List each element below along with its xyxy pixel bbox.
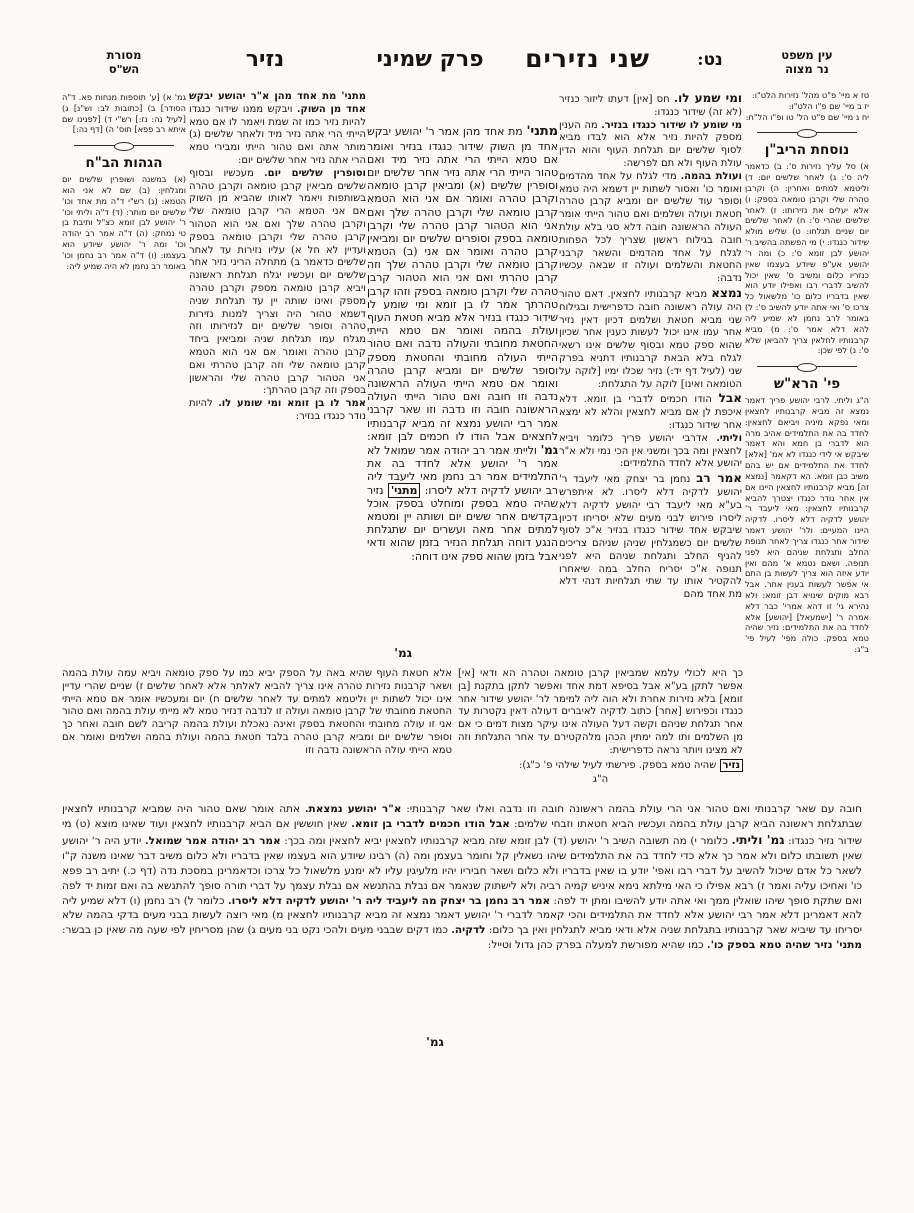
nazir-marker-boxed: נזיר — [720, 759, 744, 772]
tosafot-dibbur: אמר רב יהודה אמר שמואל. — [144, 834, 281, 847]
gemara-marker-page-end: גמ' — [426, 1035, 444, 1049]
mishnah-marker-boxed: מתני' — [388, 483, 421, 498]
tosafot-dibbur: אבל הודו חכמים לדברי בן זומא. — [351, 817, 510, 830]
hagahot-title: הגהות הב"ח — [85, 155, 163, 172]
rosh-text: ה"ג וליתי. לרבי יהושע פריך דאמר נמצא זה מביא קרבנותיו לחצאין ומאי נפקא מיניה ויביאם לחצאין: לחדד בה את התלמידים אהיב מרה הוא לדברי בן חמא והא דאמר שיבקש אי לידי כנגדו לא אמ' [אלא] לחדד את התלמידים אם יש בהם משיב כבן זומא. הא דקאמר [נמצא זה] מביא קרבנותיו לחצאין היינו אם אין אחר נודר כנגדו יצטרך להביא קרבנותיו לחצאין: מאי ליעבד ר' יהושע לדקיה דלא ליסרו. לדקיה היינו המעיים: ולר' יהושע דאמר שידור אחר כנגדו צריך לאחר תנופת החלב ותגלחת שניהם היא לפני תנופה. ושאם נטמא א' מהם ואין יודע איזה הוא צריך לעשות בן התם אי אפשר לעשות בענין אחר. אבל רבא מוקים שינויא דבן זומא: ולא נהירא גי' זו דהא אמרי' כבר דלא אמרה ר' [ישמעאל] [יהושע] אלא לחדד בה את התלמידים: נזיר שהיה טמא בספק. כולה מפי' לעיל פי' ב"ג: — [745, 395, 869, 655]
rashi-continuation-text: כך היא לכולי עלמא שמביאין קרבן טומאה וטהרה הא ודאי [אי] אפשר לתקן בע"א אבל בסיפא דמת אחד ואפשר לתקן בתקנת [בן זומא] בלא נזירות אחרת ולא הוה ליה למימר לר' יהושע שידור אחר כנגדו וכפירוש [אחר] כתוב לדקיה לאיברים דעולה דאין נקטרות עד אחר תגלחת שניהם וקשה דעל העולה אינו עיקר מצות דמים כי אם מן השלמים ותו למה ימתין הכהן מלהקטירם עד אחר התגלחת וזה לא מצינו ויותר נראה כדפרישית: — [458, 668, 743, 756]
ein-mishpat-note: יח ג מיי' שם פ"ט הל' טו ופ"ו הל"ח: — [745, 111, 869, 122]
tosafot-column — [189, 91, 366, 665]
tosafot-bottom-text: אתה אומר שאם טהור היה שמביא קרבנותיו לחצאין שבתגלחת ראשונה הביא קרבן עולת בהמה ועכשיו הביא חטאתו וזבחי שלמים: — [62, 803, 862, 830]
rashi-paragraph: ועולת בהמה. מדי לגלח על אחד מהדמים ואומר כו' ואסור לשתות יין דשמא היה טמא וסופר עוד שלשים יום ומביא קרבן טהרה חטאת ועולה ושלמים ואם טהור הייתי אומר העולה הראשונה חובה דלא סגי בלא עולת חובה בגילוח ראשון שצריך לכל הפחות לגלח על אחד מהדמים והשאר קרבני החטאת והשלמים ועולה זו שבאה עכשיו נדבה: — [559, 170, 742, 285]
tosafot-dibbur: מתני' נזיר שהיה טמא בספק כו'. — [707, 939, 862, 952]
rashi-paragraph: אבל הודו חכמים לדברי בן זומא. דלא איכפת לן אם מביא לחצאין והלא לא ימצא אחר שידור כנגדו: — [559, 391, 742, 431]
right-margin-column — [745, 90, 869, 668]
daf-number: נט: — [697, 50, 723, 70]
tosafot-bottom-text: יודע היה ר' יהושע שאין תשובתו כלום ולא אמר כך אלא כדי לחדד בה את התלמידים שיהו נשאלין קל וחומר בעצמן ומה (ה) רבינו שיודע הוא בעצמו שאין בדבריו ולא כלום משיב דבר שאינו משנה ק"ו לשאר כל אדם שיכול להשיב על דברי רבו ואפי' יודע בו שאין בדבריו ולא כלום ושאר חביריו יהיו מלעיגין עליו לא ימנע מלשאול כל צרכו וכדאמרינן במסכת נדה (דף כ.) יתיב רב פפא כו' ואחיכו עליה ואמר ז) רבא אפילו כי האי מילתא נימא איניש קמיה רביה ולא לישתוק שנאמר אם נבלת בהתנשא אם נבלת עצמך על דברי תורה סופך להתנשא בה ואם זמות יד לפה ואם שתקת סופך שיהו שואלין ממך ואי אתה יודע להשיבו ומתן יד לפה: — [62, 834, 862, 907]
divider-ornament — [753, 128, 861, 137]
divider-ornament — [753, 362, 861, 371]
rashi-paragraph: מי שומע לו שידור כנגדו בנזיר. מה הענין מספק להיות נזיר אלא הוא לבדו מביא לסוף שלשים יום תגלחת העוף והוא הדין עולת העוף ולא תם לפרשה: — [559, 119, 742, 169]
tosafot-bottom-text: כלומר י) מה תשובה השיב ר' יהושע (ד) לבן זומא שזה מביא קרבנותיו לחצאין יביא לחצאין ומה בכך: — [280, 834, 732, 847]
hagahot-text: (א) במשנה ושופרין שלשים יום ומגלחין: (ב) שם לא אני הוא הטמא: (ג) רש"י ד"ה מת אחד וכו' שלשים יום מותר: (ד) ד"ה וליתי וכו' ר' יהושע לבן זומא כצ"ל ותיבת בן טי נמחק: (ה) ד"ה אמר רב יהודה וכו' ומה ר' יהושע שיודע הוא בעצמו: (ו) ד"ה אמר רב נחמן וכו' באומר רב נחמן לא היה שמיע ליה: — [62, 174, 186, 271]
rashi-paragraph: ומי שמע לו. חס [אין] דעתו ליזור כנזיר (לא זה) שידור כנגדו: — [559, 91, 742, 118]
mishnah-marker: מתני' — [526, 124, 558, 139]
tosafot-bottom-text: כמו שהיא מפורשת למעלה בפרק כהן גדול וטייל: — [487, 939, 708, 952]
mesoret-text: גמ' א) [ע' תוספות מנחות פא. ד"ה הסודר] ב) [כתובות לב: וש"נ] ג) [לעיל נה: נז:] רש"י ד) [לפנינו שם איתא רב פפא] תוס' ה) [דף נה:] — [62, 92, 186, 135]
ein-mishpat-header-line1: עין משפט — [781, 48, 833, 62]
mesoret-header-line2: הש"ס — [108, 62, 140, 77]
rashi-continuation — [458, 668, 743, 818]
hg-marker: ה"ג — [592, 774, 609, 786]
ein-mishpat-header-line2: נר מצוה — [785, 62, 829, 77]
rashi-paragraph: וליתי. אדרבי יהושע פריך כלומר ויביא לחצאין ומה בכך ומשני אין הכי נמי ולא א"ר יהושע אלא לחדד התלמידים: — [559, 432, 742, 470]
tosafot-paragraph: אמר לו בן זומא ומי שומע לו. להיות נודר כנגדו בנזיר: — [189, 398, 366, 422]
mesoret-header — [62, 48, 186, 77]
gemara-column — [367, 124, 558, 662]
rivan-text: א) סל עליך נזירות ס': ב) כדאמר ליה ס': ג) לאחר שלשים יום: ד) וליטמא למתים ואחרין: ה) וקרבן טהרה שלי וקרבן טומאה בספק: ו) אלא יעלים את נזירותו: ז) לאחר שלשים שהרי ס': ח) לאחר שלשים יום שניים תגלחו: ט) שליש מולא שידור כנגדו: י) מי הפשתה בהשיב ר' יהושע לבן זומא ס': כ) ומה ר' יהושע אע"פ שיודע בעצמו שאין כנזריו כלום ומשיב ס' שאין יכול להשיב לדברי רבו ואפילו יודע הוא שאין בדבריו כלום כו' מלשאול כל צרכו ס' ואי אתה יודע להשיב ס': ל) באומר לרב נחמן לא שמיע ליה להא דלא אמר ס': מ) מביא קרבנותיו לחלאין צריך להביאן שלא ס': נ) לפי שכן: — [745, 161, 869, 356]
rosh-title: פי' הרא"ש — [773, 376, 841, 393]
tosafot-paragraph: וסופרין שלשים יום. מעכשיו ובסוף שלשים מביאין קרבן טומאה וקרבן טהרה בשותפות ויאמר לאותו שהביא מן השוק אם אני הטמא הרי קרבן טומאה שלי וקרבן טהרה שלך ואם אני הוא הטהור קרבן טהרה שלי וקרבן טומאה בספק ועדיין לא חל א) עליו נזירות עד לאחר שלשים כדאמר ב) מתחלה הריני נזיר אחר שלשים יום ועכשיו יגלח תגלחת ראשונה ויביא קרבן טומאה מספק וקרבן טהרה מספק ואינו שותה יין עד תגלחת שניה דשמא טהור היה וצריך למנות נזירות טהרה וסופר שלשים יום לנזירותו וזה מגלח עמו תגלחת שניה ומביאין ביחד קרבן טהרה ואומר אם אני הוא הטמא קרבן טומאה שלי וזה קרבן טהרתי ואם אני הטהור קרבן טהרה שלי והראשון בספק וזה קרבן טהרתך: — [189, 167, 366, 397]
tosafot-bottom-text: כמו דקים שבבני מעים ולהכי נקט בני מעים ג) שהן מסריחין לפי שעה מה שאין כן בבשר: — [62, 924, 452, 937]
tosafot-continuation — [62, 668, 452, 798]
tosafot-bottom-band — [62, 802, 862, 1032]
tosafot-continuation-text: אלא חטאת העוף שהיא באה על הספק יביא כמו על ספק טומאה ויביא עמה עולת בהמה ושאר קרבנות נזירות טהרה אינו צריך להביא לאלתר אלא לאחר שלשים ז) שניים שהרי עדיין אינו יכול לשתות יין וליטמא למתים עד לאחר שלשים ח) יום ומעכשיו אומר אם טמא הייתי החטאת מחובתי של קרבן טומאה ועולה זו לנדבה דנזיר טמא לא מייתי עולת בהמה ואם טהור אני זו עולה מחובתי והחטאת בספק ואינה נאכלת ועולת בהמה קריבה לשם חובה ואחר כך וסופר שלשים יום ומביא קרבן טהרה בלבד חטאת בהמה ועולת בהמה ושלמים ואומר אם טמא הייתי עולה הראשונה נדבה וזו — [62, 668, 452, 756]
tosafot-dibbur: אמר רב נחמן בר יצחק מה ליעביד ליה ר' יהושע לדקיה דלא ליסרו. — [227, 894, 551, 907]
left-margin-column — [62, 92, 186, 652]
tosafot-bottom-text: שאין חוששין אם הביא קרבנותיו לחצאין ועוד שאינו מוצא (ט) מי שידור נזיר כנגדו: — [62, 817, 862, 847]
tosafot-bottom-text: חובה עם שאר קרבנותי ואם טהור אני הרי עולת בהמה ראשונה חובה וזו נדבה ואלו שאר קרבנותי: — [401, 803, 862, 815]
rashi-nazir-paragraph: נזיר שהיה טמא בספק. פירשתי לעיל שילהי פ' כ"ג): — [458, 760, 743, 773]
ein-mishpat-note: טז א מיי' פ"ט מהל' נזירות הלט"ו: — [752, 90, 869, 100]
perek-number: פרק שמיני — [376, 46, 484, 72]
mishnah-text: נזיר שהיה טמא בספק ומוחלט בספק אוכל בקדשים אחר ששים יום ושותה יין ומטמא למתים אחר מאה ועשרים יום שתגלחת הנגע דוחה תגלחת הנזיר בזמן שהוא ודאי אבל בזמן שהוא ספק אינו דוחה: — [367, 483, 558, 563]
divider-ornament — [70, 141, 178, 150]
gemara-marker-end-column: גמ' — [394, 646, 412, 660]
rashi-column — [559, 91, 742, 665]
masechet-name: נזיר — [245, 46, 285, 72]
mishnah-text: מת אחד מהן אמר ר' יהושע יבקש אחד מן השוק שידור כנגדו בנזיר ואומר אם טמא הייתי הרי אתה נזיר מיד ואם טהור הייתי הרי אתה נזיר אחר שלשים יום וסופרין שלשים (א) ומביאין קרבן טומאה וקרבן טהרה ואומר אם אני הוא הטמא קרבן טומאה שלי וקרבן טהרה שלך ואם אני הוא הטהור קרבן טהרה שלי וקרבן טומאה בספק וסופרים שלשים יום ומביאין קרבן טהרה ואומר אם אני (ב) הטמא קרבן טומאה שלי וקרבן טהרה שלך וזה קרבן טהרתי ואם אני הוא הטהור קרבן טהרה שלי וקרבן טומאה בספק וזהו קרבן טהרתך אמר לו בן זומא ומי שומע לו שידור כנגדו בנזיר אלא מביא חטאת העוף ועולת בהמה ואומר אם טמא הייתי החטאת מחובתי והעולה נדבה ואם טהור הייתי העולה מחובתי והחטאת מספק וסופר שלשים יום ומביא קרבן טהרה ואומר אם טמא הייתי העולה הראשונה נדבה וזו חובה ואם טהור הייתי העולה הראשונה חובה וזו נדבה וזו שאר קרבני אמר רבי יהושע נמצא זה מביא קרבנותיו לחצאים אבל הודו לו חכמים לבן זומא: — [367, 125, 558, 443]
rashi-paragraph: אמר רב נחמן בר יצחק מאי ליעבד ר' יהושע לדקיה דלא ליסרו. לא איתפרש בע"א מאי ליעבד רבי יהושע לדקיה דלא ליסרו פירוש לבני מעים שלא יסריחו דכיון שיבקש אחד שידור כנגדו בנזיר א"כ לסוף שלשים יום כשמגלחין שניהן שניהם צריכים להניף החלב ותגלחת שניהם היא לפני תנופה א"כ יסריח החלב במה שיאחרו להקטיר אותו עד שתי תגלחיות דנהי דלא מת אחד מהם — [559, 471, 742, 601]
ein-mishpat-note: יז ב מיי' שם פ"ו הלט"ו: — [788, 100, 869, 111]
tosafot-dibbur: גמ' וליתי. — [731, 832, 785, 847]
rivan-title: נוסחת הריב"ן — [764, 142, 850, 159]
gemara-marker: גמ' — [540, 442, 558, 457]
perek-name: שני נזירים — [525, 44, 650, 73]
mesoret-header-line1: מסורת — [106, 48, 142, 62]
rashi-paragraph: נמצא מביא קרבנותיו לחצאין. דאם טהור היה עולה ראשונה חובה כדפרישית ובגילוח שני מביא חטאת ושלמים דכיון דאין נזיר אחר עמו אינו יכול לעשות כענין אחר שכיון שהוא ספק טמא ובסוף שלשים אינו רשאי לגלח בלא הבאת קרבנותיו דתניא בפרק שני (לעיל דף יד:) נזיר שכלו ימיו [לוקה על הטומאה ואינו] לוקה על התגלחת: — [559, 285, 742, 390]
ein-mishpat-header — [745, 48, 869, 77]
tosafot-bottom-text: כלומר ל) רב נחמן (ו) דלא שמיע ליה להא דאמרינן דלא אמר רבי יהושע אלא לחדד את התלמידים והכי קאמר לדברי ר' יהושע דאמר נמצא זה מביא קרבנותיו לחצאין מ) מאי רוצה לעשות בבני מעים בדקי בהמה שלא יסריחו עד שיביא שאר קרבנותיו בתגלחת שניה אלא ודאי מביא לתגלחין ואין בך כלום: — [62, 894, 862, 937]
gemara-text: ולייתי אמר רב יהודה אמר שמואל לא אמר ר' יהושע אלא לחדד בה את התלמידים אמר רב נחמן מאי ליעבד ליה רב יהושע לדקיה דלא ליסרו: — [367, 443, 558, 497]
tosafot-dibbur: א"ר יהושע נמצאת. — [304, 803, 402, 815]
tosafot-paragraph: מתני' מת אחד מהן א"ר יהושע יבקש אחד מן השוק. ויבקש ממנו שידור כנגדו להיות נזיר כמו זה שמת ויאמר לו אם טמא הייתי הרי אתה נזיר מיד ולאחר שלשים (ג) מותר אתה ואם טהור הייתי ומבירי טמא הרי אתה נזיר אחר שלשים יום: — [189, 91, 366, 166]
tosafot-dibbur: לדקיה. — [451, 924, 486, 937]
